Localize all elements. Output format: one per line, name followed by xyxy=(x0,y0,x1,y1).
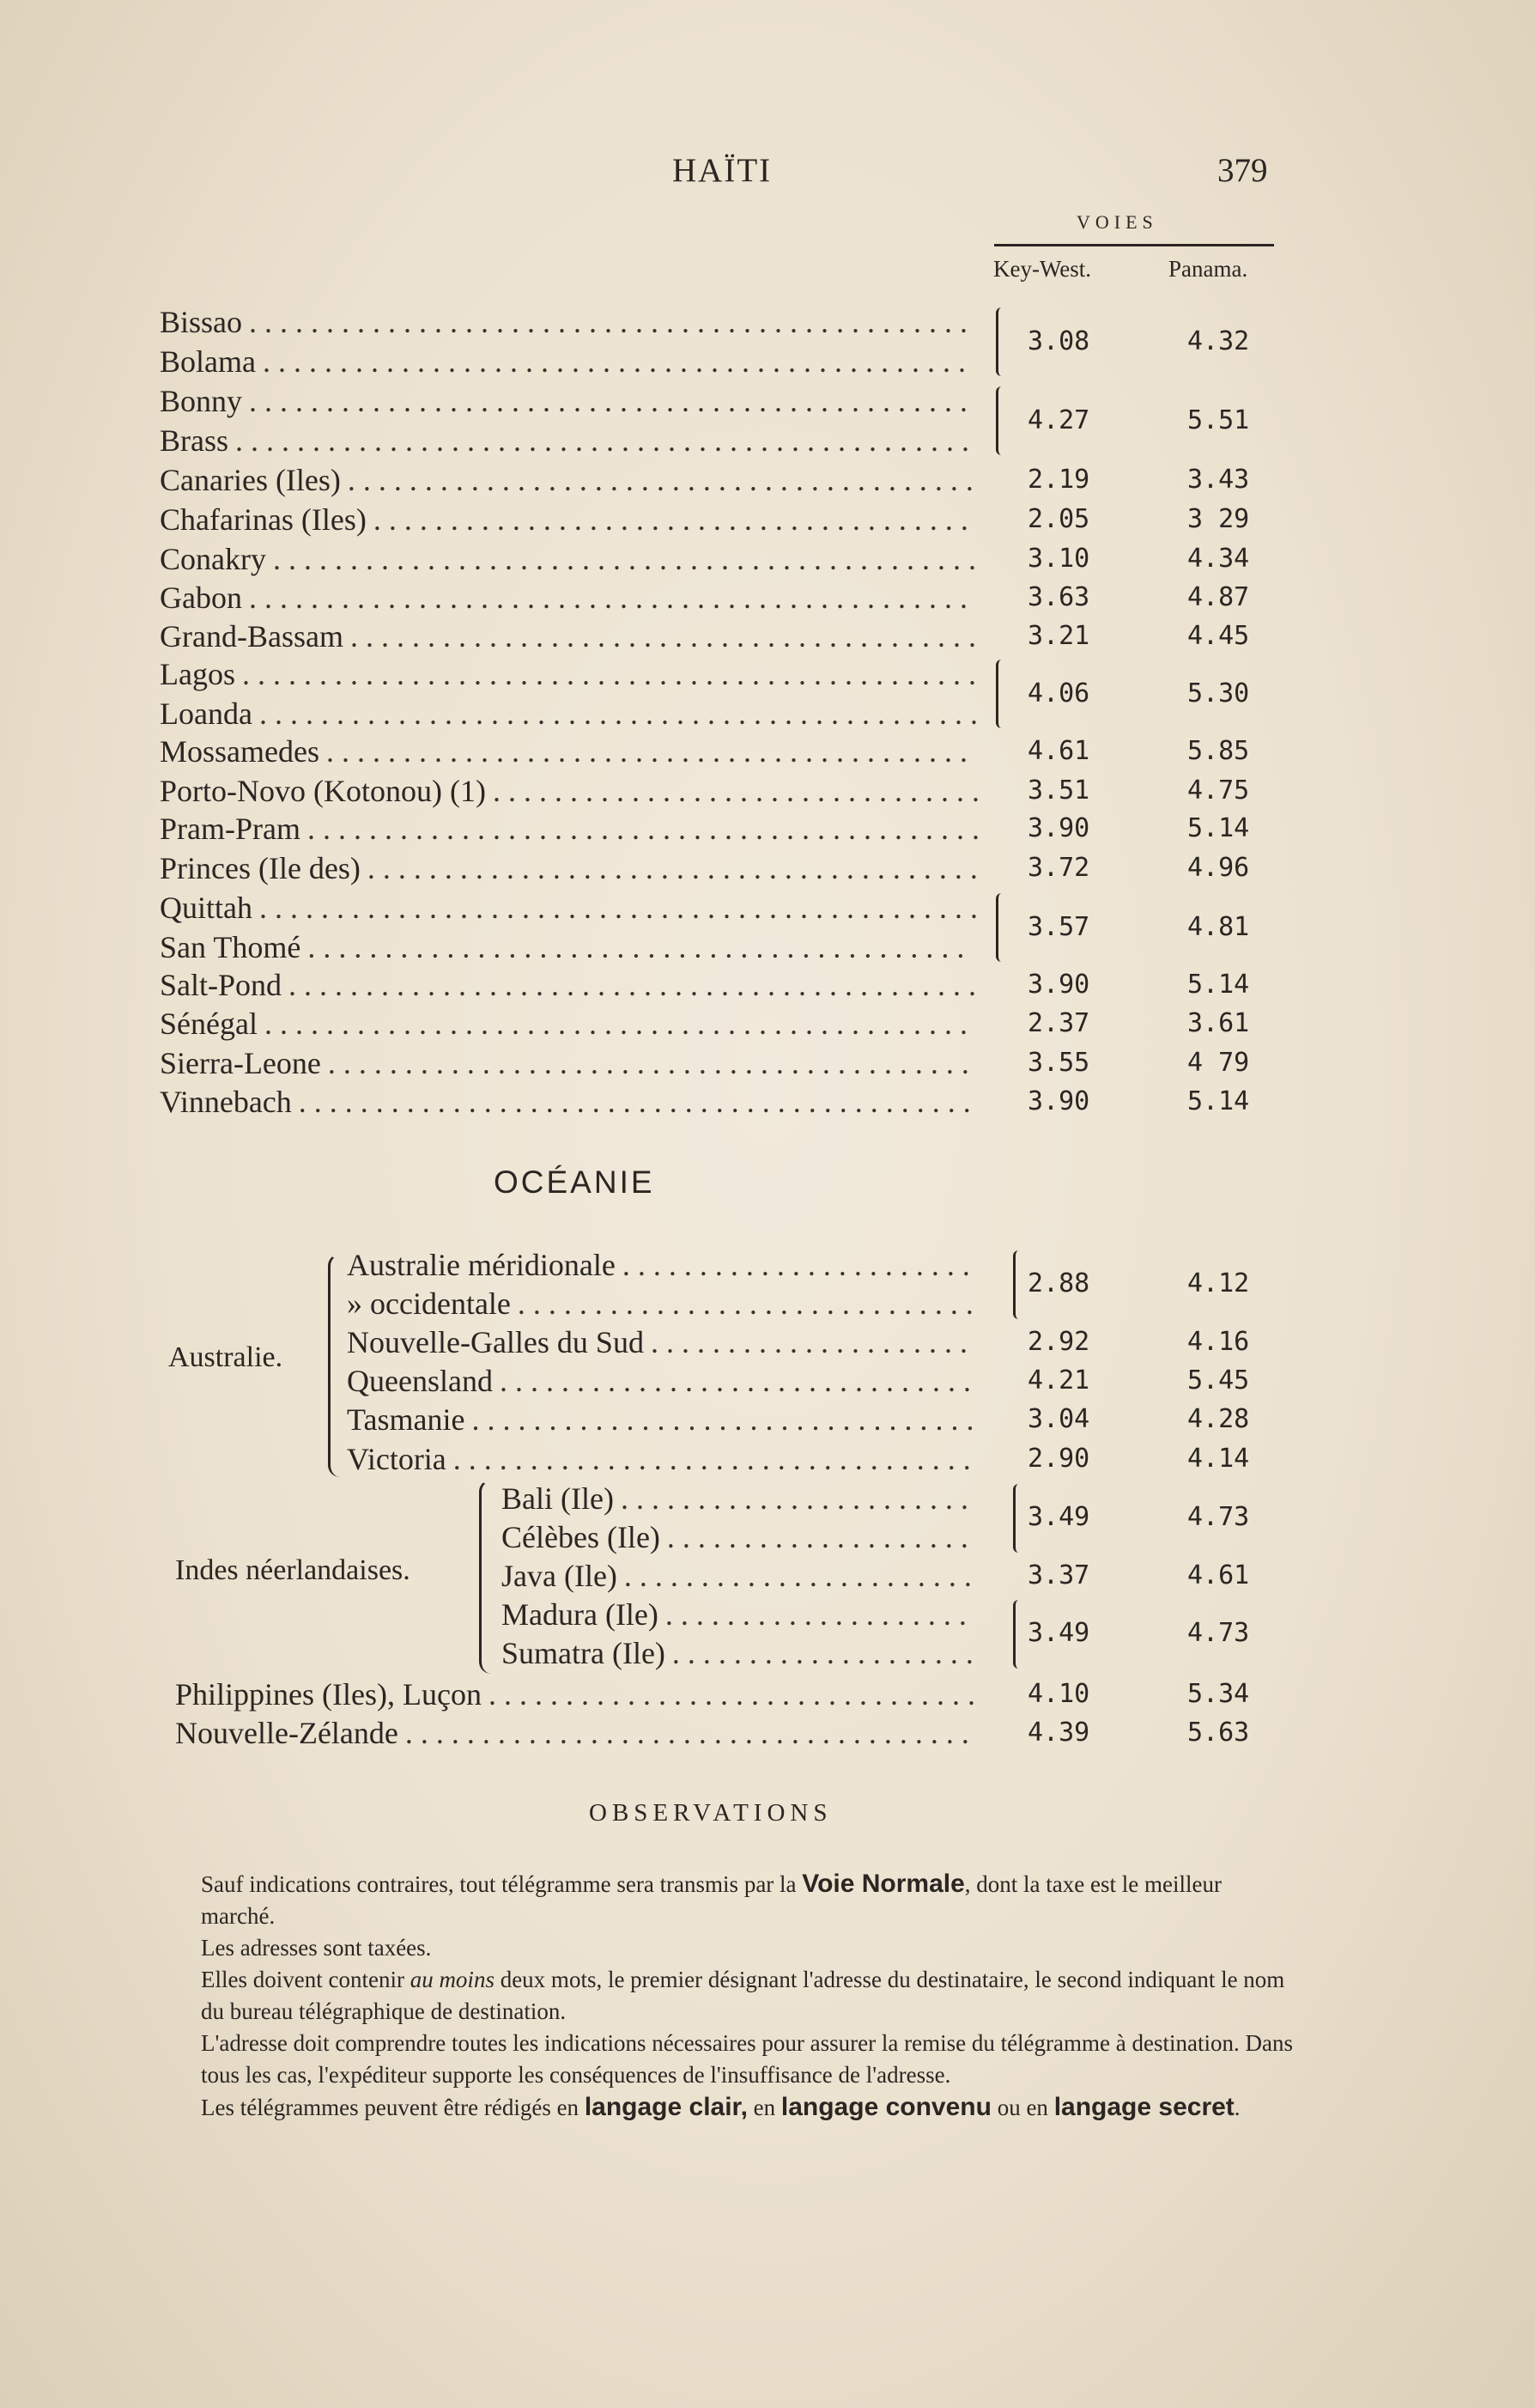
page-number: 379 xyxy=(1217,152,1268,189)
table-row xyxy=(0,1361,1535,1401)
leader-dots: ............................................... xyxy=(258,891,986,925)
leader-dots: .................... xyxy=(671,1636,981,1670)
observation-paragraph: Elles doivent contenir au moins deux mots, le premier désignant l'adresse du destinataire, le second indiquant le nom du bureau télégraphique de destination. xyxy=(201,1967,1285,2024)
table-row xyxy=(0,912,1535,967)
table-row xyxy=(0,1245,1535,1285)
rate-key-west: 2.37 xyxy=(1028,1008,1090,1038)
table-row xyxy=(0,326,1535,381)
row-label: Chafarinas (Iles) xyxy=(160,502,367,537)
row-label: Conakry xyxy=(160,542,266,576)
table-row xyxy=(0,1439,1535,1479)
row-label: Bonny xyxy=(160,384,243,418)
rate-panama: 5.51 xyxy=(1187,405,1250,435)
observation-paragraph: Sauf indications contraires, tout télégramme sera transmis par la Voie Normale, dont la taxe est le meilleur marché. xyxy=(201,1870,1222,1929)
columns-group-rule xyxy=(994,244,1274,246)
rate-panama: 3 29 xyxy=(1187,504,1250,534)
leader-dots: ............................................... xyxy=(258,696,986,731)
leader-dots: ................................................ xyxy=(241,657,984,691)
rate-key-west: 3.37 xyxy=(1028,1560,1090,1590)
leader-dots: ............................................... xyxy=(248,581,975,615)
leader-dots: .................................. xyxy=(452,1442,979,1476)
rate-key-west: 2.88 xyxy=(1028,1268,1090,1298)
page-title: HAÏTI xyxy=(672,152,773,189)
table-row xyxy=(0,1675,1535,1714)
leader-dots: .......................................... xyxy=(327,1046,977,1080)
leader-dots: ............................................ xyxy=(306,812,987,846)
table-row xyxy=(0,888,1535,927)
table-row xyxy=(0,405,1535,460)
rate-panama: 4.87 xyxy=(1187,582,1250,612)
row-label: Pram-Pram xyxy=(160,812,300,846)
observation-paragraph: Les télégrammes peuvent être rédigés en langage clair, en langage convenu ou en langage secret. xyxy=(201,2093,1241,2121)
rate-panama: 3.61 xyxy=(1187,1008,1250,1038)
table-row xyxy=(0,302,1535,342)
leader-dots: .............................................. xyxy=(262,344,974,379)
row-label: Madura (Ile) xyxy=(501,1597,658,1632)
rate-key-west: 4.27 xyxy=(1028,405,1090,435)
leader-dots: ........................................... xyxy=(307,930,973,964)
row-label: Nouvelle-Zélande xyxy=(175,1716,398,1750)
rate-panama: 4.61 xyxy=(1187,1560,1250,1590)
leader-dots: .......................................... xyxy=(325,734,975,769)
leader-dots: ..................... xyxy=(650,1325,975,1359)
rate-panama: 4.12 xyxy=(1187,1268,1250,1298)
row-label: Java (Ile) xyxy=(501,1559,617,1593)
rate-panama: 4.28 xyxy=(1187,1404,1250,1434)
rate-panama: 5.63 xyxy=(1187,1718,1250,1748)
rate-panama: 5.14 xyxy=(1187,970,1250,1000)
leader-dots: ............................................... xyxy=(249,305,976,339)
leader-dots: ............................................. xyxy=(288,968,985,1002)
row-label: Australie méridionale xyxy=(347,1248,616,1282)
table-row xyxy=(0,1479,1535,1518)
table-row xyxy=(0,1082,1535,1122)
leader-dots: ....................... xyxy=(622,1248,978,1282)
table-row xyxy=(0,654,1535,694)
row-label: Porto-Novo (Kotonou) (1) xyxy=(160,774,486,808)
row-label: Brass xyxy=(160,423,228,458)
leader-dots: ........................................ xyxy=(367,851,986,885)
rate-key-west: 4.21 xyxy=(1028,1365,1090,1396)
table-row xyxy=(0,539,1535,579)
table-row xyxy=(0,1004,1535,1043)
leader-dots: .............................. xyxy=(517,1286,981,1321)
rate-panama: 4.32 xyxy=(1187,326,1250,356)
table-row xyxy=(0,1618,1535,1673)
rate-panama: 4.75 xyxy=(1187,775,1250,806)
rate-panama: 4.96 xyxy=(1187,853,1250,883)
table-row xyxy=(0,678,1535,733)
leader-dots: ..................................... xyxy=(404,1716,977,1750)
table-row xyxy=(0,1502,1535,1557)
rate-key-west: 3.90 xyxy=(1028,1086,1090,1116)
leader-dots: ............................................... xyxy=(249,384,976,418)
rate-key-west: 2.19 xyxy=(1028,465,1090,495)
row-label: Célèbes (Ile) xyxy=(501,1520,660,1554)
table-row xyxy=(0,617,1535,656)
rate-panama: 4.14 xyxy=(1187,1444,1250,1474)
rate-panama: 5.45 xyxy=(1187,1365,1250,1396)
rate-key-west: 2.90 xyxy=(1028,1444,1090,1474)
row-label: Bali (Ile) xyxy=(501,1481,614,1516)
group-label-australie: Australie. xyxy=(168,1341,283,1373)
column-header-panama: Panama. xyxy=(1168,256,1248,282)
rate-panama: 4.34 xyxy=(1187,544,1250,574)
row-pair-brace xyxy=(996,307,1007,376)
row-label: Sénégal xyxy=(160,1006,258,1041)
table-row xyxy=(0,771,1535,811)
row-pair-brace xyxy=(1013,1484,1024,1553)
row-pair-brace xyxy=(1013,1600,1024,1669)
table-row xyxy=(0,500,1535,539)
rate-key-west: 3.10 xyxy=(1028,544,1090,574)
group-label-indes: Indes néerlandaises. xyxy=(175,1554,410,1586)
row-pair-brace xyxy=(996,893,1007,962)
leader-dots: ................................. xyxy=(471,1402,982,1437)
rate-panama: 4.16 xyxy=(1187,1327,1250,1357)
rate-panama: 5.14 xyxy=(1187,813,1250,843)
rate-key-west: 2.05 xyxy=(1028,504,1090,534)
row-pair-brace xyxy=(996,386,1007,455)
leader-dots: ....................... xyxy=(623,1559,980,1593)
leader-dots: ....................................... xyxy=(373,502,976,537)
rate-key-west: 3.04 xyxy=(1028,1404,1090,1434)
row-label: Canaries (Iles) xyxy=(160,463,341,497)
rate-panama: 5.85 xyxy=(1187,736,1250,766)
leader-dots: ................................ xyxy=(488,1677,983,1712)
rate-key-west: 3.08 xyxy=(1028,326,1090,356)
table-row xyxy=(0,809,1535,848)
table-row xyxy=(0,1556,1535,1596)
rate-key-west: 4.06 xyxy=(1028,678,1090,708)
leader-dots: ............................................ xyxy=(298,1085,979,1119)
leader-dots: .................... xyxy=(666,1520,976,1554)
row-label: » occidentale xyxy=(347,1286,511,1321)
row-label: Sierra-Leone xyxy=(160,1046,321,1080)
row-label: Tasmanie xyxy=(347,1402,465,1437)
rate-key-west: 3.57 xyxy=(1028,912,1090,942)
table-row xyxy=(0,1595,1535,1634)
row-label: Loanda xyxy=(160,696,252,731)
row-label: San Thomé xyxy=(160,930,301,964)
rate-key-west: 4.61 xyxy=(1028,736,1090,766)
rate-key-west: 3.63 xyxy=(1028,582,1090,612)
rate-key-west: 4.39 xyxy=(1028,1718,1090,1748)
table-row xyxy=(0,1323,1535,1362)
leader-dots: ................................ xyxy=(492,774,987,808)
leader-dots: ......................................... xyxy=(349,619,984,654)
table-row xyxy=(0,1268,1535,1323)
rate-panama: 4.73 xyxy=(1187,1502,1250,1532)
row-label: Mossamedes xyxy=(160,734,319,769)
rate-key-west: 4.10 xyxy=(1028,1679,1090,1709)
rate-key-west: 3.90 xyxy=(1028,970,1090,1000)
column-header-key-west: Key-West. xyxy=(993,256,1092,282)
row-label: Nouvelle-Galles du Sud xyxy=(347,1325,644,1359)
row-label: Gabon xyxy=(160,581,242,615)
table-row xyxy=(0,965,1535,1005)
leader-dots: .............................................. xyxy=(264,1006,975,1041)
leader-dots: .............................................. xyxy=(272,542,984,576)
section-title-oceanie: OCÉANIE xyxy=(494,1164,655,1200)
leader-dots: ....................... xyxy=(620,1481,976,1516)
rate-panama: 4.45 xyxy=(1187,621,1250,651)
table-row xyxy=(0,1713,1535,1753)
row-label: Lagos xyxy=(160,657,235,691)
table-row xyxy=(0,1400,1535,1439)
row-label: Grand-Bassam xyxy=(160,619,343,654)
table-row xyxy=(0,732,1535,771)
rate-key-west: 3.49 xyxy=(1028,1502,1090,1532)
rate-key-west: 3.49 xyxy=(1028,1618,1090,1648)
rate-key-west: 3.55 xyxy=(1028,1048,1090,1078)
row-label: Princes (Ile des) xyxy=(160,851,361,885)
leader-dots: .................... xyxy=(664,1597,974,1632)
rate-key-west: 3.90 xyxy=(1028,813,1090,843)
rate-panama: 4.81 xyxy=(1187,912,1250,942)
observations-text xyxy=(179,1868,1295,2124)
rate-key-west: 3.72 xyxy=(1028,853,1090,883)
row-label: Victoria xyxy=(347,1442,446,1476)
table-row xyxy=(0,381,1535,421)
table-row xyxy=(0,1043,1535,1083)
leader-dots: ................................................ xyxy=(235,423,977,458)
row-label: Sumatra (Ile) xyxy=(501,1636,665,1670)
row-label: Queensland xyxy=(347,1364,493,1398)
leader-dots: ............................... xyxy=(499,1364,979,1398)
columns-group-header: VOIES xyxy=(1077,211,1158,233)
leader-dots: ......................................... xyxy=(347,463,981,497)
row-label: Philippines (Iles), Luçon xyxy=(175,1677,482,1712)
row-pair-brace xyxy=(1013,1250,1024,1319)
table-row xyxy=(0,578,1535,617)
rate-panama: 4 79 xyxy=(1187,1048,1250,1078)
rate-key-west: 3.21 xyxy=(1028,621,1090,651)
table-row xyxy=(0,460,1535,500)
observations-title: OBSERVATIONS xyxy=(589,1799,833,1827)
observation-paragraph: Les adresses sont taxées. xyxy=(201,1935,432,1961)
rate-panama: 5.34 xyxy=(1187,1679,1250,1709)
row-label: Bolama xyxy=(160,344,256,379)
rate-panama: 5.14 xyxy=(1187,1086,1250,1116)
row-label: Quittah xyxy=(160,891,252,925)
rate-panama: 3.43 xyxy=(1187,465,1250,495)
row-pair-brace xyxy=(996,660,1007,728)
row-label: Vinnebach xyxy=(160,1085,292,1119)
rate-key-west: 2.92 xyxy=(1028,1327,1090,1357)
row-label: Salt-Pond xyxy=(160,968,282,1002)
observation-paragraph: L'adresse doit comprendre toutes les indications nécessaires pour assurer la remise du télégramme à destination. Dans tous les cas, l'expéditeur supporte les conséquences de l'insuffisance de l'adresse. xyxy=(201,2030,1293,2088)
row-label: Bissao xyxy=(160,305,243,339)
table-row xyxy=(0,848,1535,888)
rate-panama: 4.73 xyxy=(1187,1618,1250,1648)
rate-key-west: 3.51 xyxy=(1028,775,1090,806)
rate-panama: 5.30 xyxy=(1187,678,1250,708)
